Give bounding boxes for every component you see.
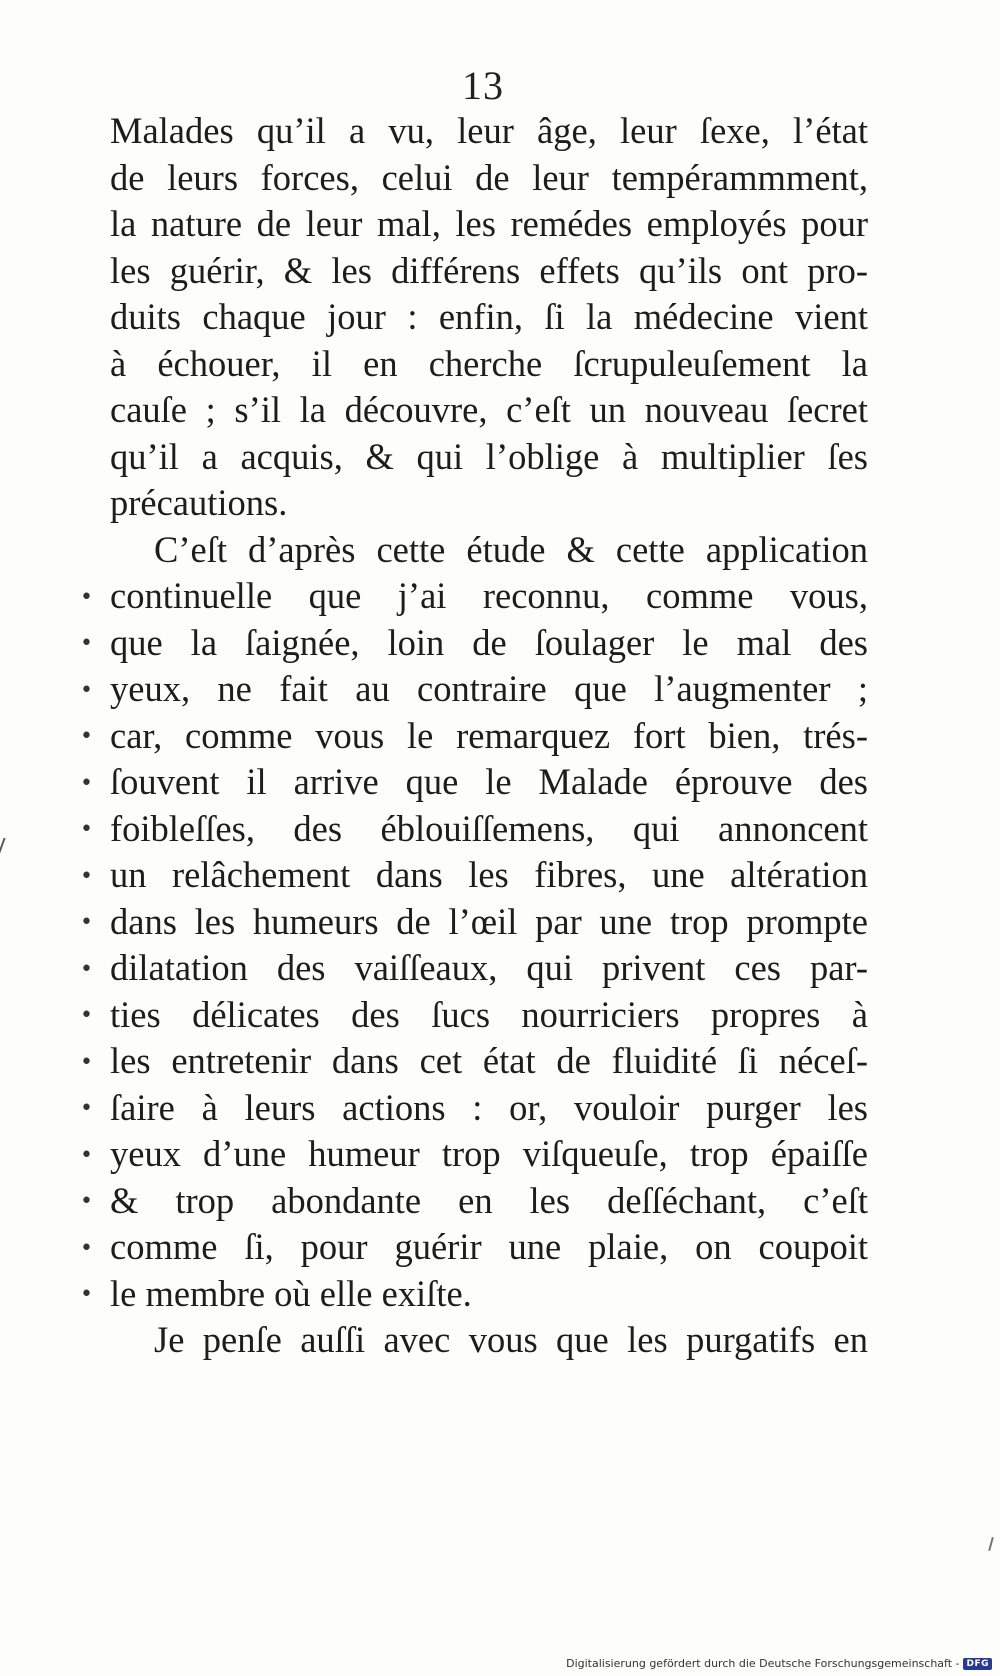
text-line: la nature de leur mal, les remédes employés pour [110,203,868,244]
text-line: ties délicates des ſucs nourriciers propres à [110,993,868,1035]
text-line: que la ſaignée, loin de ſoulager le mal des [110,621,868,663]
text-line: ſaire à leurs actions : or, vouloir purger les [110,1086,868,1128]
page-number: 13 [462,63,504,108]
text-line: ſouvent il arrive que le Malade éprouve des [110,761,868,802]
quote-margin-mark: • [80,678,93,703]
text-line: un relâchement dans les fibres, une altération [110,854,868,895]
dfg-logo-icon: DFG [963,1658,992,1670]
text-line: yeux d’une humeur trop viſqueuſe, trop épaiſſe [110,1133,868,1174]
footer-credit: Digitalisierung gefördert durch die Deutsche Forschungsgemeinschaft - [566,1657,960,1670]
text-line: dans les humeurs de l’œil par une trop prompte [110,900,868,942]
quote-margin-mark: • [80,631,93,656]
quote-margin-mark: • [80,585,93,610]
text-line: car, comme vous le remarquez fort bien, trés- [110,714,868,756]
text-line: Malades qu’il a vu, leur âge, leur ſexe, l’état [110,110,868,151]
quote-margin-mark: • [80,1236,93,1261]
quote-margin-mark: • [80,817,93,842]
quote-margin-mark: • [80,1003,93,1028]
text-line: les entretenir dans cet état de fluidité ſi néceſ- [110,1040,868,1081]
text-line: cauſe ; s’il la découvre, c’eſt un nouveau ſecret [110,389,868,430]
quote-margin-mark: • [80,1189,93,1214]
quote-margin-mark: • [80,1143,93,1168]
text-line: précautions. [110,482,288,523]
text-line: de leurs forces, celui de leur tempérammment, [110,156,868,198]
quote-margin-mark: • [80,1050,93,1075]
quote-margin-mark: • [80,910,93,935]
quote-margin-mark: • [80,864,93,889]
quote-margin-mark: • [80,724,93,749]
text-line: yeux, ne fait au contraire que l’augmenter ; [110,668,868,709]
quote-margin-mark: • [80,1096,93,1121]
text-line: les guérir, & les différens effets qu’ils ont pro- [110,249,868,291]
digitization-footer [566,1657,992,1670]
text-line: foibleſſes, des éblouiſſemens, qui annoncent [110,807,868,849]
scan-artifact-mark [988,1537,994,1551]
text-line: comme ſi, pour guérir une plaie, on coupoit [110,1226,868,1267]
text-line: C’eſt d’après cette étude & cette application [154,528,868,570]
quote-margin-mark: • [80,957,93,982]
text-line: & trop abondante en les deſſéchant, c’eſt [110,1179,868,1221]
text-line: duits chaque jour : enfin, ſi la médecine vient [110,296,868,337]
text-line: le membre où elle exiſte. [110,1272,472,1314]
quote-margin-mark: • [80,1282,93,1307]
quoted-passage [80,573,868,1317]
text-line: à échouer, il en cherche ſcrupuleuſement la [110,342,868,384]
scan-artifact-mark [0,838,10,858]
quote-margin-mark: • [80,771,93,796]
body-text [80,108,868,1364]
text-line: dilatation des vaiſſeaux, qui privent ces par- [110,947,868,988]
text-line: Je penſe auſſi avec vous que les purgatifs en [154,1319,868,1360]
text-line: continuelle que j’ai reconnu, comme vous, [110,575,868,616]
text-line: qu’il a acquis, & qui l’oblige à multiplier ſes [110,435,868,477]
